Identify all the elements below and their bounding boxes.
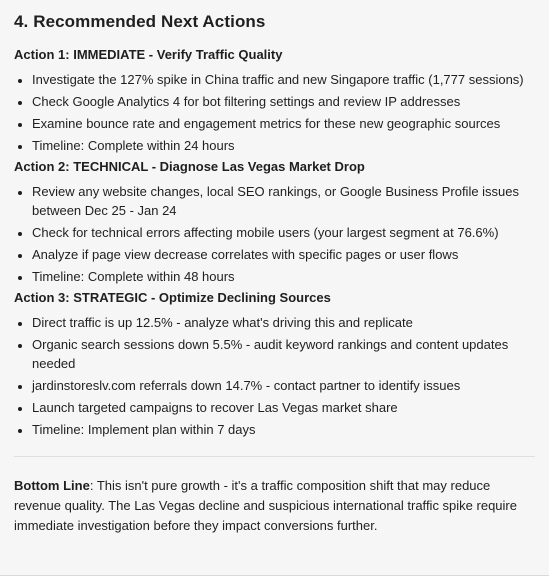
section-divider (14, 456, 535, 457)
list-item: • Examine bounce rate and engagement metrics for these new geographic sources (32, 114, 535, 133)
list-item: • Check for technical errors affecting mobile users (your largest segment at 76.6%) (32, 223, 535, 242)
action-2-block (14, 158, 535, 286)
bottom-line-text: : This isn't pure growth - it's a traffic composition shift that may reduce revenue quality. The Las Vegas decline and suspicious international traffic spike require immediate investigation before they impact conversions further. (14, 478, 517, 533)
bottom-line-label: Bottom Line (14, 478, 90, 493)
list-item: • Analyze if page view decrease correlates with specific pages or user flows (32, 245, 535, 264)
list-item: • Check Google Analytics 4 for bot filtering settings and review IP addresses (32, 92, 535, 111)
list-item: • Launch targeted campaigns to recover Las Vegas market share (32, 398, 535, 417)
list-item: • Review any website changes, local SEO rankings, or Google Business Profile issues between Dec 25 - Jan 24 (32, 182, 535, 220)
action-3-list (14, 313, 535, 439)
action-3-block (14, 289, 535, 439)
action-1-title: Action 1: IMMEDIATE - Verify Traffic Quality (14, 47, 283, 62)
action-2-title: Action 2: TECHNICAL - Diagnose Las Vegas Market Drop (14, 159, 365, 174)
action-1-list (14, 70, 535, 155)
list-item: • Timeline: Implement plan within 7 days (32, 420, 535, 439)
action-1-block (14, 46, 535, 155)
list-item: • Direct traffic is up 12.5% - analyze what's driving this and replicate (32, 313, 535, 332)
list-item: • Investigate the 127% spike in China traffic and new Singapore traffic (1,777 sessions) (32, 70, 535, 89)
action-3-title: Action 3: STRATEGIC - Optimize Declining Sources (14, 290, 331, 305)
section-heading: 4. Recommended Next Actions (14, 12, 266, 31)
list-item: • Organic search sessions down 5.5% - audit keyword rankings and content updates needed (32, 335, 535, 373)
list-item: • Timeline: Complete within 24 hours (32, 136, 535, 155)
list-item: • Timeline: Complete within 48 hours (32, 267, 535, 286)
action-2-list (14, 182, 535, 286)
list-item: • jardinstoreslv.com referrals down 14.7% - contact partner to identify issues (32, 376, 535, 395)
bottom-line-paragraph (14, 476, 534, 536)
